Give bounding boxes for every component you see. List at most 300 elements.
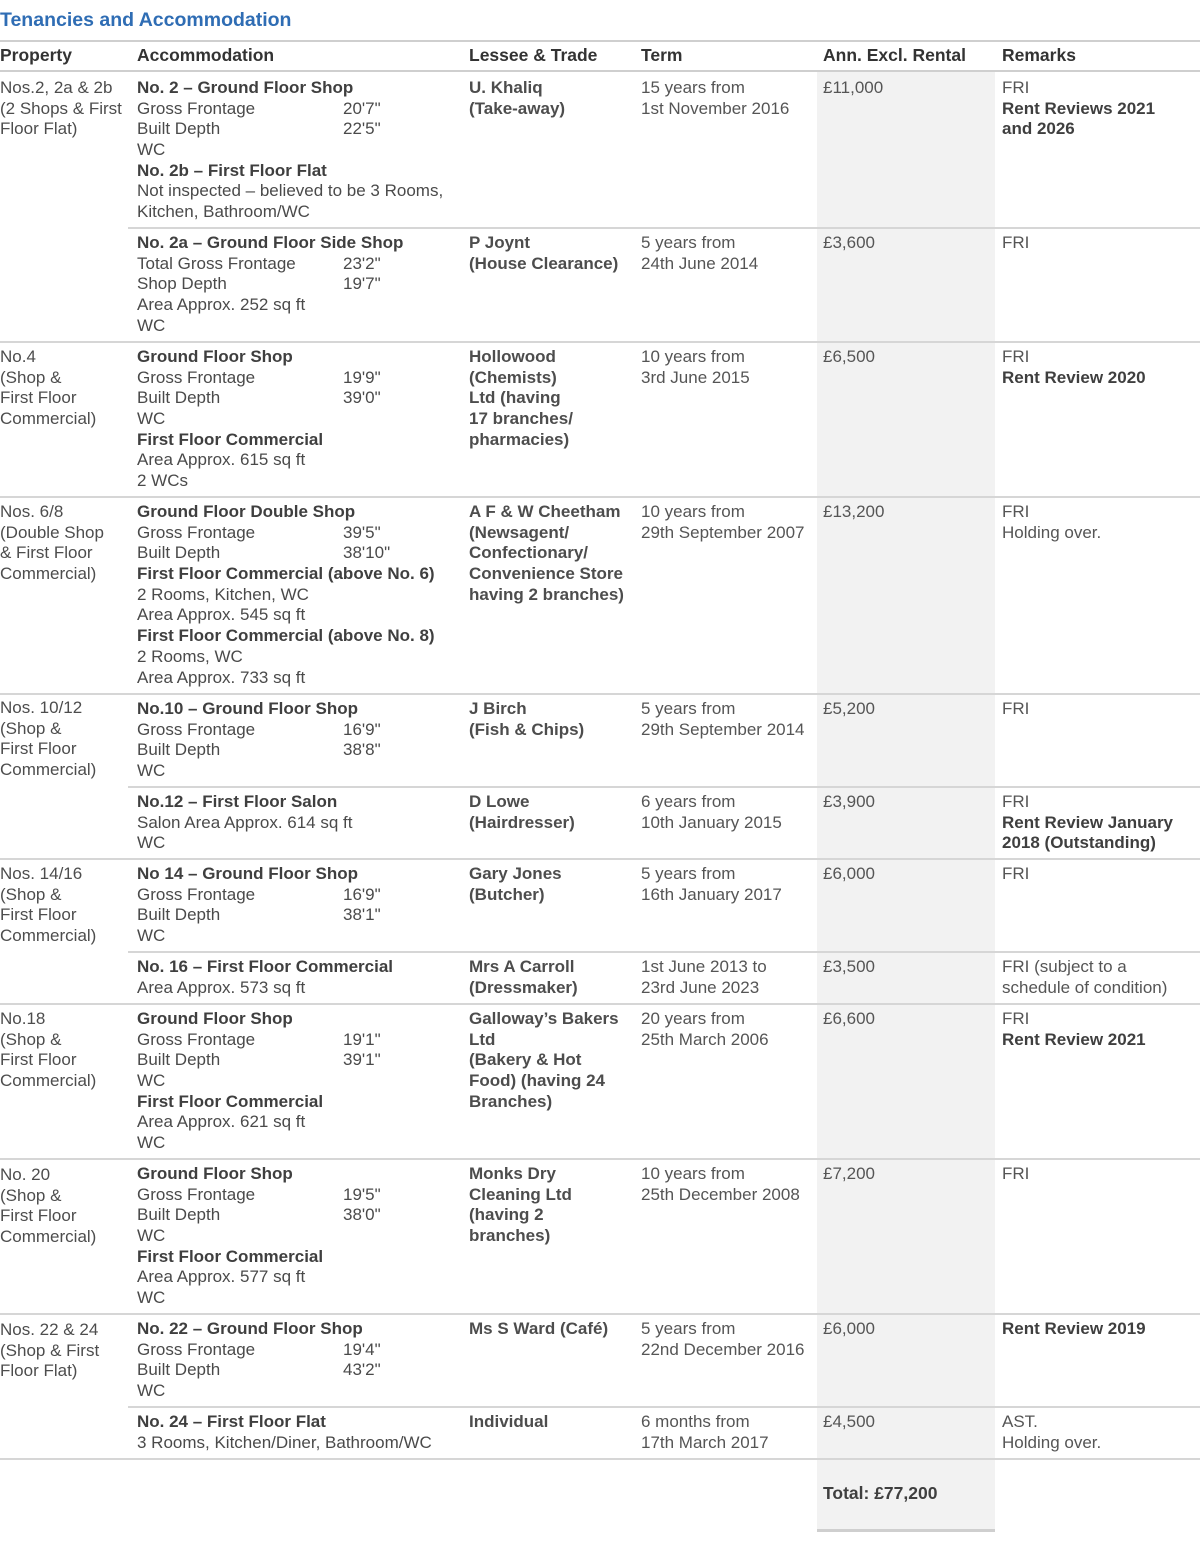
property-line: Nos. 10/12 [0, 698, 83, 717]
dimension-value: 19'9" [343, 367, 381, 387]
accommodation-text: 2 Rooms, WC [137, 646, 243, 666]
property-line: & First Floor [0, 543, 93, 563]
accommodation-cell [137, 78, 467, 223]
lessee-line: A F & W Cheetham [469, 502, 621, 521]
lessee-line: Ltd (having [469, 388, 561, 408]
lessee-cell [469, 792, 639, 833]
lessee-line: (Fish & Chips) [469, 719, 585, 739]
property-line: Floor Flat) [0, 119, 78, 139]
header-remarks: Remarks [1002, 45, 1076, 65]
lessee-line: Galloway’s Bakers [469, 1009, 619, 1028]
lessee-line: (Butcher) [469, 884, 545, 904]
property-line: (Shop & First [0, 1340, 100, 1360]
accommodation-text: First Floor Commercial [137, 429, 324, 449]
lessee-line: Food) (having 24 [469, 1071, 605, 1091]
term-line: 5 years from [641, 864, 736, 883]
accommodation-line [137, 833, 467, 854]
term-cell [641, 1164, 817, 1205]
accommodation-text: Area Approx. 545 sq ft [137, 605, 306, 625]
accommodation-cell [137, 1412, 467, 1453]
term-cell [641, 1009, 817, 1050]
lessee-cell [469, 233, 639, 274]
lessee-line: Convenience Store [469, 564, 623, 584]
term-line: 10 years from [641, 502, 745, 521]
property-line: (Shop & [0, 718, 62, 738]
remarks-line: Rent Review 2019 [1002, 1319, 1146, 1338]
property-line: Commercial) [0, 926, 97, 946]
property-line: Nos. 14/16 [0, 864, 83, 883]
accommodation-text: First Floor Commercial [137, 1091, 324, 1111]
term-cell [641, 864, 817, 905]
dimension-value: 39'1" [343, 1050, 381, 1070]
accommodation-heading [137, 233, 467, 254]
accommodation-cell [137, 1009, 467, 1154]
remarks-line: FRI [1002, 1164, 1030, 1183]
accommodation-line [137, 181, 467, 202]
accommodation-text: Ground Floor Shop [137, 1164, 293, 1183]
accommodation-line [137, 140, 467, 161]
remarks-line: Holding over. [1002, 1432, 1102, 1452]
accommodation-cell [137, 957, 467, 998]
lessee-line: 17 branches/ [469, 409, 573, 429]
accommodation-cell [137, 233, 467, 336]
lessee-line: Branches) [469, 1091, 553, 1111]
row-divider [0, 693, 1200, 695]
accommodation-text: No 14 – Ground Floor Shop [137, 864, 358, 883]
row-divider [128, 1406, 1200, 1408]
rental-cell: £13,200 [823, 502, 885, 521]
term-line: 29th September 2007 [641, 522, 805, 542]
accommodation-line [137, 813, 467, 834]
dimension-value: 38'1" [343, 905, 381, 925]
header-rental: Ann. Excl. Rental [823, 45, 966, 65]
accommodation-heading [137, 792, 467, 813]
accommodation-text: 2 Rooms, Kitchen, WC [137, 584, 309, 604]
remarks-line: FRI [1002, 864, 1030, 883]
dimension-value: 43'2" [343, 1360, 381, 1380]
term-line: 5 years from [641, 699, 736, 718]
remarks-cell [1002, 347, 1198, 388]
accommodation-text: WC [137, 761, 166, 781]
accommodation-heading [137, 564, 467, 585]
rental-cell: £6,500 [823, 347, 875, 366]
accommodation-line [137, 316, 467, 337]
accommodation-line [137, 905, 467, 926]
lessee-line: having 2 branches) [469, 584, 624, 604]
accommodation-text: Kitchen, Bathroom/WC [137, 202, 310, 222]
property-line: Nos.2, 2a & 2b [0, 78, 113, 97]
row-divider [0, 1158, 1200, 1160]
term-cell [641, 957, 817, 998]
table-row [128, 227, 1200, 341]
term-line: 3rd June 2015 [641, 367, 750, 387]
table-row [128, 496, 1200, 693]
remarks-cell [1002, 699, 1198, 720]
accommodation-heading [137, 1247, 467, 1268]
lessee-cell [469, 699, 639, 740]
total-rule [817, 1529, 995, 1532]
property-line: (2 Shops & First [0, 98, 122, 118]
accommodation-text: Area Approx. 615 sq ft [137, 450, 306, 470]
term-line: 29th September 2014 [641, 719, 805, 739]
lessee-line: (having 2 [469, 1205, 544, 1225]
accommodation-line [137, 1112, 467, 1133]
accommodation-cell [137, 1319, 467, 1402]
header-property: Property [0, 45, 72, 65]
remarks-line: AST. [1002, 1412, 1038, 1431]
remarks-line: Rent Review January [1002, 812, 1174, 832]
accommodation-heading [137, 502, 467, 523]
accommodation-line [137, 978, 467, 999]
accommodation-text: WC [137, 1133, 166, 1153]
property-line: Floor Flat) [0, 1361, 78, 1381]
dimension-value: 22'5" [343, 119, 381, 139]
remarks-line: Holding over. [1002, 522, 1102, 542]
remarks-cell [1002, 502, 1198, 543]
property-line: Commercial) [0, 760, 97, 780]
row-divider [0, 496, 1200, 498]
accommodation-text: No. 24 – First Floor Flat [137, 1412, 326, 1431]
accommodation-text: WC [137, 1071, 166, 1091]
remarks-line: 2018 (Outstanding) [1002, 833, 1156, 853]
property-cell [0, 1165, 128, 1248]
remarks-line: FRI [1002, 233, 1030, 252]
property-line: No.4 [0, 347, 36, 366]
accommodation-cell [137, 864, 467, 947]
remarks-line: FRI [1002, 347, 1030, 366]
table-row [128, 72, 1200, 227]
dimension-value: 20'7" [343, 98, 381, 118]
accommodation-line [137, 885, 467, 906]
remarks-line: FRI [1002, 699, 1030, 718]
term-line: 15 years from [641, 78, 745, 97]
lessee-line: (Newsagent/ [469, 522, 570, 542]
property-cell [0, 864, 128, 947]
accommodation-heading [137, 1319, 467, 1340]
term-line: 10th January 2015 [641, 812, 782, 832]
accommodation-text: No. 2 – Ground Floor Shop [137, 78, 354, 97]
lessee-cell [469, 1009, 639, 1112]
accommodation-line [137, 99, 467, 120]
rental-cell: £6,000 [823, 864, 875, 883]
accommodation-text: Built Depth [137, 543, 221, 563]
term-cell [641, 792, 817, 833]
lessee-line: (Hairdresser) [469, 812, 575, 832]
property-line: Nos. 22 & 24 [0, 1320, 99, 1339]
accommodation-line [137, 450, 467, 471]
term-line: 5 years from [641, 1319, 736, 1338]
accommodation-text: Gross Frontage [137, 367, 256, 387]
rental-cell: £7,200 [823, 1164, 875, 1183]
page-title: Tenancies and Accommodation [0, 9, 292, 31]
dimension-value: 38'10" [343, 543, 391, 563]
remarks-cell [1002, 1009, 1198, 1050]
term-cell [641, 699, 817, 740]
accommodation-line [137, 368, 467, 389]
lessee-line: U. Khaliq [469, 78, 543, 97]
dimension-value: 16'9" [343, 719, 381, 739]
accommodation-line [137, 1288, 467, 1309]
accommodation-text: Built Depth [137, 119, 221, 139]
lessee-line: Ltd [469, 1029, 496, 1049]
accommodation-text: WC [137, 409, 166, 429]
remarks-cell [1002, 1164, 1198, 1185]
dimension-value: 23'2" [343, 253, 381, 273]
lessee-line: Hollowood [469, 347, 556, 366]
accommodation-text: Built Depth [137, 1360, 221, 1380]
accommodation-heading [137, 1092, 467, 1113]
accommodation-heading [137, 1412, 467, 1433]
row-divider [128, 786, 1200, 788]
accommodation-text: Ground Floor Shop [137, 347, 293, 366]
accommodation-line [137, 274, 467, 295]
dimension-value: 16'9" [343, 884, 381, 904]
table-row [128, 1003, 1200, 1158]
remarks-line: Rent Review 2021 [1002, 1029, 1146, 1049]
remarks-line: FRI (subject to a [1002, 957, 1127, 976]
term-line: 6 years from [641, 792, 736, 811]
lessee-line: P Joynt [469, 233, 531, 252]
dimension-value: 19'7" [343, 274, 381, 294]
table-row [128, 786, 1200, 858]
accommodation-line [137, 1267, 467, 1288]
accommodation-text: Gross Frontage [137, 719, 256, 739]
accommodation-heading [137, 78, 467, 99]
remarks-line: FRI [1002, 1009, 1030, 1028]
accommodation-line [137, 668, 467, 689]
accommodation-line [137, 1381, 467, 1402]
accommodation-heading [137, 1164, 467, 1185]
dimension-value: 38'0" [343, 1205, 381, 1225]
dimension-value: 19'5" [343, 1184, 381, 1204]
rental-cell: £11,000 [823, 78, 884, 97]
property-line: No.18 [0, 1009, 46, 1028]
dimension-value: 39'0" [343, 388, 381, 408]
rental-cell: £3,500 [823, 957, 875, 976]
remarks-cell [1002, 864, 1198, 885]
accommodation-text: No. 2b – First Floor Flat [137, 160, 327, 180]
remarks-line: FRI [1002, 792, 1030, 811]
accommodation-text: Area Approx. 252 sq ft [137, 295, 306, 315]
lessee-cell [469, 1319, 639, 1340]
term-line: 1st June 2013 to [641, 957, 767, 976]
remarks-line: FRI [1002, 502, 1030, 521]
lessee-line: pharmacies) [469, 429, 570, 449]
term-line: 22nd December 2016 [641, 1339, 805, 1359]
dimension-value: 38'8" [343, 740, 381, 760]
term-line: 6 months from [641, 1412, 750, 1431]
header-term: Term [641, 45, 683, 65]
lessee-line: (House Clearance) [469, 253, 619, 273]
accommodation-text: Gross Frontage [137, 1029, 256, 1049]
header-accommodation: Accommodation [137, 45, 275, 65]
accommodation-heading [137, 699, 467, 720]
accommodation-line [137, 295, 467, 316]
accommodation-line [137, 543, 467, 564]
rental-cell: £6,000 [823, 1319, 875, 1338]
property-cell [0, 502, 128, 585]
property-cell [0, 1320, 128, 1382]
remarks-line: Rent Review 2020 [1002, 367, 1146, 387]
property-line: Commercial) [0, 409, 97, 429]
accommodation-text: Gross Frontage [137, 98, 256, 118]
accommodation-text: 2 WCs [137, 471, 188, 491]
accommodation-line [137, 119, 467, 140]
accommodation-text: Shop Depth [137, 274, 227, 294]
remarks-line: and 2026 [1002, 119, 1075, 139]
accommodation-text: No. 2a – Ground Floor Side Shop [137, 233, 404, 252]
accommodation-heading [137, 161, 467, 182]
accommodation-text: Gross Frontage [137, 1339, 256, 1359]
term-cell [641, 233, 817, 274]
accommodation-text: WC [137, 140, 166, 160]
accommodation-text: WC [137, 926, 166, 946]
remarks-cell [1002, 1412, 1198, 1453]
lessee-line: Cleaning Ltd [469, 1184, 572, 1204]
accommodation-line [137, 1030, 467, 1051]
accommodation-text: 3 Rooms, Kitchen/Diner, Bathroom/WC [137, 1432, 432, 1452]
dimension-value: 19'4" [343, 1339, 381, 1359]
term-line: 10 years from [641, 347, 745, 366]
rental-cell: £3,600 [823, 233, 875, 252]
property-cell [0, 1009, 128, 1092]
accommodation-text: Area Approx. 621 sq ft [137, 1112, 306, 1132]
accommodation-text: No.10 – Ground Floor Shop [137, 699, 358, 718]
property-line: (Double Shop [0, 522, 104, 542]
accommodation-heading [137, 957, 467, 978]
rental-cell: £4,500 [823, 1412, 875, 1431]
remarks-line: FRI [1002, 78, 1030, 97]
lessee-line: branches) [469, 1226, 551, 1246]
term-line: 5 years from [641, 233, 736, 252]
accommodation-text: WC [137, 833, 166, 853]
property-line: Nos. 6/8 [0, 502, 64, 521]
accommodation-text: Built Depth [137, 388, 221, 408]
row-divider [0, 858, 1200, 860]
accommodation-heading [137, 864, 467, 885]
lessee-cell [469, 78, 639, 119]
lessee-cell [469, 347, 639, 450]
table-row [128, 1313, 1200, 1406]
property-line: (Shop & [0, 1185, 62, 1205]
accommodation-text: WC [137, 315, 166, 335]
accommodation-text: Area Approx. 573 sq ft [137, 977, 306, 997]
lessee-line: (Take-away) [469, 98, 566, 118]
accommodation-text: No. 16 – First Floor Commercial [137, 957, 394, 976]
property-line: Commercial) [0, 1227, 97, 1247]
accommodation-text: Gross Frontage [137, 522, 256, 542]
term-cell [641, 347, 817, 388]
accommodation-text: Ground Floor Double Shop [137, 502, 356, 521]
lessee-line: (Dressmaker) [469, 977, 578, 997]
accommodation-line [137, 1050, 467, 1071]
accommodation-cell [137, 1164, 467, 1309]
accommodation-line [137, 471, 467, 492]
accommodation-line [137, 1071, 467, 1092]
lessee-line: Gary Jones [469, 864, 562, 883]
accommodation-text: First Floor Commercial (above No. 8) [137, 626, 435, 646]
lessee-cell [469, 957, 639, 998]
accommodation-line [137, 202, 467, 223]
lessee-cell [469, 502, 639, 605]
dimension-value: 39'5" [343, 522, 381, 542]
accommodation-text: Gross Frontage [137, 884, 256, 904]
term-line: 23rd June 2023 [641, 977, 760, 997]
term-line: 10 years from [641, 1164, 745, 1183]
property-line: (Shop & [0, 1029, 62, 1049]
accommodation-line [137, 647, 467, 668]
term-line: 1st November 2016 [641, 98, 790, 118]
row-divider [0, 1003, 1200, 1005]
accommodation-heading [137, 430, 467, 451]
accommodation-text: WC [137, 1288, 166, 1308]
accommodation-cell [137, 502, 467, 688]
accommodation-line [137, 1360, 467, 1381]
table-header [0, 42, 1200, 70]
property-line: Commercial) [0, 1071, 97, 1091]
accommodation-line [137, 761, 467, 782]
lessee-cell [469, 864, 639, 905]
property-line: No. 20 [0, 1165, 51, 1184]
remarks-cell [1002, 957, 1198, 998]
property-line: First Floor [0, 1206, 77, 1226]
accommodation-line [137, 1185, 467, 1206]
accommodation-text: Built Depth [137, 1050, 221, 1070]
row-divider [128, 951, 1200, 953]
lessee-cell [469, 1164, 639, 1247]
accommodation-text: Salon Area Approx. 614 sq ft [137, 812, 353, 832]
property-line: Commercial) [0, 564, 97, 584]
accommodation-line [137, 926, 467, 947]
accommodation-text: Ground Floor Shop [137, 1009, 293, 1028]
lessee-cell [469, 1412, 639, 1433]
table-row [128, 858, 1200, 951]
dimension-value: 19'1" [343, 1029, 381, 1049]
remarks-cell [1002, 792, 1198, 854]
accommodation-line [137, 409, 467, 430]
accommodation-text: Built Depth [137, 1205, 221, 1225]
accommodation-line [137, 585, 467, 606]
property-line: First Floor [0, 388, 77, 408]
accommodation-heading [137, 347, 467, 368]
accommodation-line [137, 1340, 467, 1361]
accommodation-line [137, 740, 467, 761]
property-cell [0, 78, 128, 140]
accommodation-text: Gross Frontage [137, 1184, 256, 1204]
accommodation-line [137, 1133, 467, 1154]
lessee-line: (Bakery & Hot [469, 1050, 582, 1070]
rental-cell: £3,900 [823, 792, 875, 811]
accommodation-cell [137, 699, 467, 782]
header-lessee: Lessee & Trade [469, 45, 598, 65]
lessee-line: Mrs A Carroll [469, 957, 575, 976]
accommodation-line [137, 605, 467, 626]
accommodation-text: Total Gross Frontage [137, 253, 296, 273]
lessee-line: Confectionary/ [469, 543, 589, 563]
term-line: 25th December 2008 [641, 1184, 800, 1204]
accommodation-text: Area Approx. 577 sq ft [137, 1267, 306, 1287]
rental-cell: £5,200 [823, 699, 875, 718]
table-row [128, 1158, 1200, 1313]
lessee-line: Ms S Ward (Café) [469, 1319, 609, 1338]
remarks-cell [1002, 233, 1198, 254]
lessee-line: J Birch [469, 699, 527, 718]
row-divider [0, 1458, 1200, 1460]
accommodation-text: WC [137, 1381, 166, 1401]
accommodation-text: Built Depth [137, 905, 221, 925]
remarks-line: schedule of condition) [1002, 977, 1168, 997]
row-divider [0, 1313, 1200, 1315]
